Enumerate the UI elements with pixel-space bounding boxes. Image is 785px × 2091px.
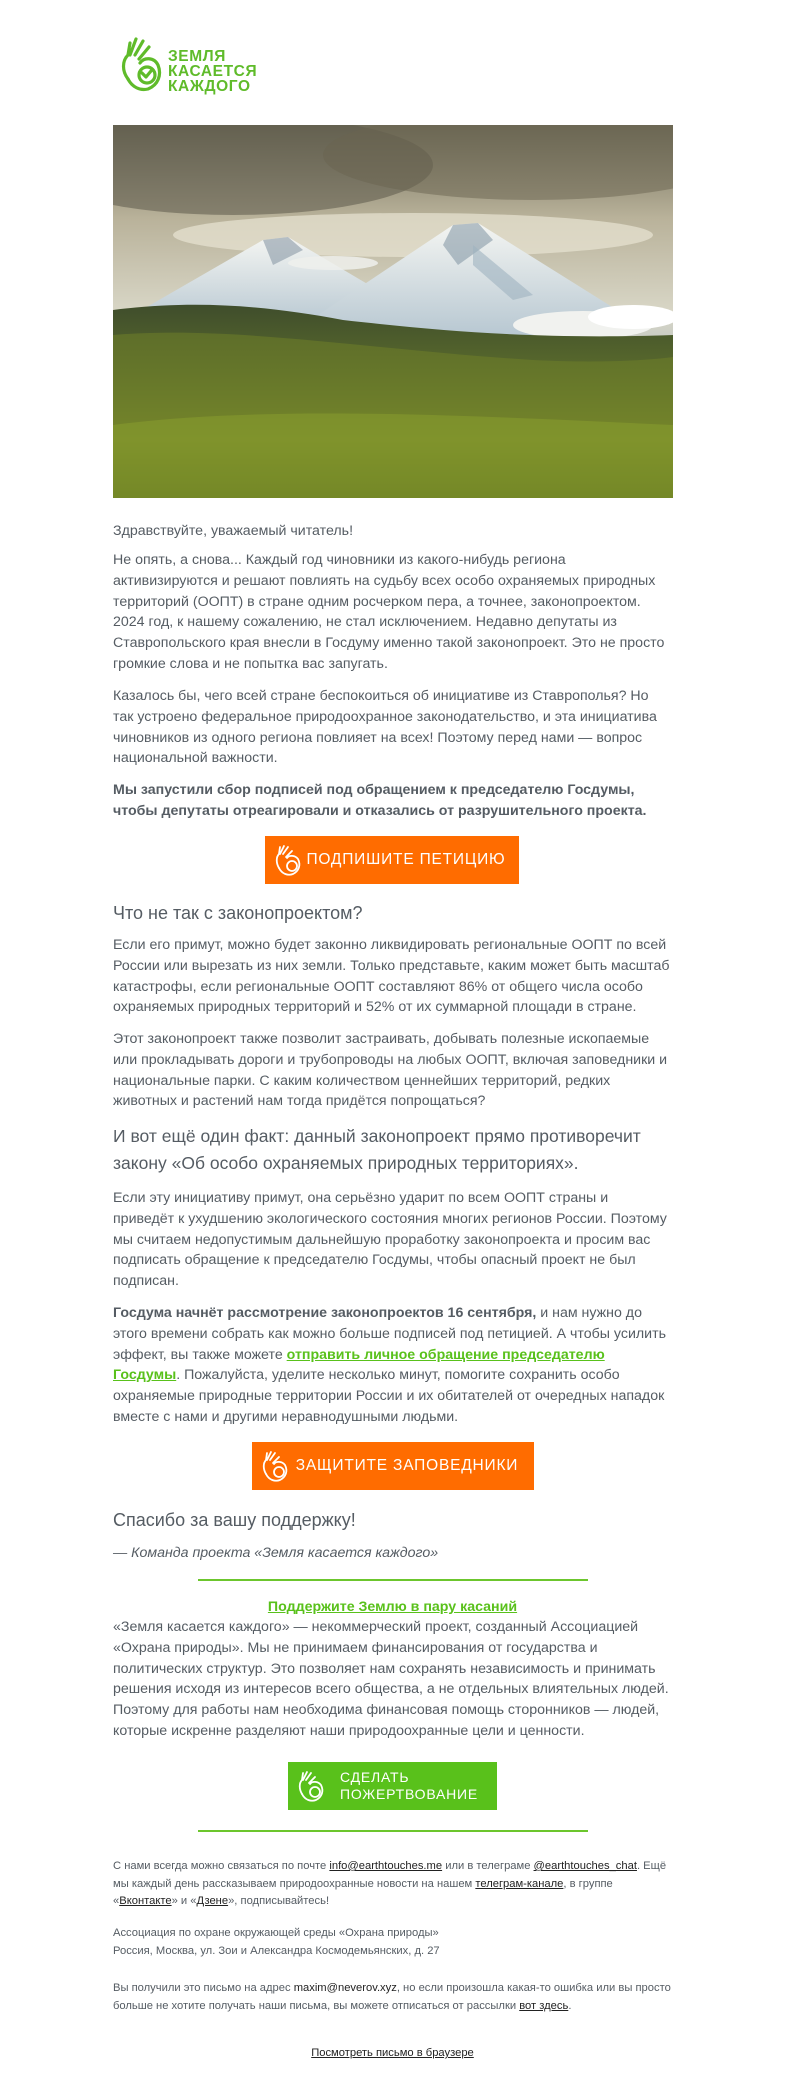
footer-contacts-text-4: , в группе «: [113, 1877, 613, 1908]
footer-organization: [113, 1925, 672, 1960]
footer-contacts-text-5: » и «: [171, 1895, 197, 1908]
paragraph-deadline: [113, 1303, 672, 1428]
dzen-link[interactable]: Дзене: [196, 1895, 229, 1908]
protect-reserves-label: ЗАЩИТИТЕ ЗАПОВЕДНИКИ: [295, 1457, 519, 1474]
support-title-row: [113, 1597, 672, 1617]
paragraph-construction: Этот законопроект также позволит застраивать, добывать полезные ископаемые или прокладывать дороги и трубопроводы на любых ООПТ, включая заповедники и национальные парки. С каким количеством ценнейших территорий, редких животных и растений нам тогда придётся попрощаться?: [113, 1031, 668, 1110]
greeting: Здравствуйте, уважаемый читатель!: [113, 523, 354, 539]
hand-globe-icon: [273, 844, 305, 878]
footer-contacts: [113, 1858, 672, 1911]
footer-contacts-text-1: С нами всегда можно связаться по почте: [113, 1860, 330, 1872]
paragraph-stavropol: Казалось бы, чего всей стране беспокоиться об инициативе из Ставрополья? Но так устроено федеральное природоохранное законодательство, и эта инициатива чиновников из одного региона повлияет на всех! Поэтому перед нами — вопрос национальной важности.: [113, 688, 657, 767]
sign-petition-label: ПОДПИШИТЕ ПЕТИЦИЮ: [306, 851, 506, 868]
deadline-text-b: . Пожалуйста, уделите несколько минут, помогите сохранить особо охраняемые природные территории России и их обитателей от очередных нападок вместе с нами и другими неравнодушными людьми.: [113, 1367, 665, 1425]
organization-address: Россия, Москва, ул. Зои и Александра Космодемьянских, д. 27: [113, 1944, 440, 1957]
telegram-chat-link[interactable]: @earthtouches_chat: [533, 1860, 637, 1872]
hand-globe-icon: [296, 1770, 328, 1804]
support-paragraph: «Земля касается каждого» — некоммерческий проект, созданный Ассоциацией «Охрана природы». Мы не принимаем финансирования от государства и политических структур. Это позволяет нам сохранять независимость и принимать решения исходя из интересов всего общества, а не отдельных влиятельных людей. Поэтому для работы нам необходима финансовая помощь сторонников — людей, которые искренне разделяют наши природоохранные цели и ценности.: [113, 1619, 669, 1739]
hand-globe-icon: [260, 1450, 292, 1484]
donate-label: [340, 1769, 478, 1803]
deadline-bold-text: Госдума начнёт рассмотрение законопроектов 16 сентября,: [113, 1305, 537, 1321]
support-title-link[interactable]: Поддержите Землю в пару касаний: [267, 1599, 518, 1615]
vkontakte-link[interactable]: Вконтакте: [119, 1895, 172, 1908]
logo-line-1: ЗЕМЛЯ: [168, 48, 226, 65]
mountain-landscape-photo: [113, 125, 673, 498]
paragraph-impact: Если эту инициативу примут, она серьёзно ударит по всем ООПТ страны и приведёт к ухудшению экологического состояния многих регионов России. Поэтому мы считаем недопустимым дальнейшую проработку законопроекта и просим вас подписать обращение к председателю Госдумы, чтобы опасный проект не был подписан.: [113, 1190, 667, 1290]
footer-contacts-text-3: . Ещё мы каждый день рассказываем природоохранные новости на нашем: [113, 1860, 667, 1890]
recipient-email: maxim@neverov.xyz: [293, 1982, 397, 1994]
logo-line-3: КАЖДОГО: [168, 78, 251, 95]
sign-petition-button[interactable]: [265, 836, 519, 884]
unsubscribe-link[interactable]: вот здесь: [519, 1999, 569, 2012]
hand-globe-icon: [118, 35, 166, 95]
paragraph-consequences: Если его примут, можно будет законно ликвидировать региональные ООПТ по всей России или вырезать из них земли. Только представьте, каким может быть масштаб катастрофы, если региональные ООПТ составляют 86% от общего числа особо охраняемых природных территорий и 52% от их суммарной площади в стране.: [113, 937, 670, 1016]
paragraph-intro: Не опять, а снова... Каждый год чиновники из какого-нибудь региона активизируются и решают повлиять на судьбу всех особо охраняемых природных территорий (ООПТ) в стране одним росчерком пера, а точнее, законопроектом. 2024 год, к нашему сожалению, не стал исключением. Недавно депутаты из Ставропольского края внесли в Госдуму именно такой законопроект. Это не просто громкие слова и не попытка вас запугать.: [113, 552, 665, 672]
donate-button[interactable]: [288, 1762, 497, 1810]
footer-contacts-text-6: », подписывайтесь!: [228, 1895, 330, 1908]
telegram-channel-link[interactable]: телеграм-канале: [475, 1877, 564, 1890]
signature: — Команда проекта «Земля касается каждого»: [113, 1545, 439, 1561]
brand-logo[interactable]: [118, 35, 288, 97]
donate-label-line2: ПОЖЕРТВОВАНИЕ: [340, 1786, 479, 1802]
divider-bottom: [198, 1830, 588, 1832]
brand-wordmark: [168, 49, 257, 94]
paragraph-petition-call: Мы запустили сбор подписей под обращением к председателю Госдумы, чтобы депутаты отреагировали и отказались от разрушительного проекта.: [113, 782, 647, 819]
organization-name: Ассоциация по охране окружающей среды «Охрана природы»: [113, 1927, 439, 1939]
donate-label-line1: СДЕЛАТЬ: [340, 1769, 410, 1785]
logo-line-2: КАСАЕТСЯ: [168, 63, 258, 80]
footer-contacts-text-2: или в телеграме: [442, 1860, 534, 1872]
protect-reserves-button[interactable]: [252, 1442, 534, 1490]
view-in-browser-link[interactable]: Посмотреть письмо в браузере: [311, 2047, 474, 2059]
deadline-text-a: и нам нужно до этого времени собрать как можно больше подписей под петицией. А чтобы усилить эффект, вы также можете: [113, 1305, 666, 1363]
browser-link-row: [113, 2045, 672, 2063]
unsubscribe-text-3: .: [568, 1999, 572, 2012]
personal-appeal-link[interactable]: отправить личное обращение председателю Госдумы: [113, 1346, 605, 1384]
unsubscribe-text-2: , но если произошла какая-то ошибка или вы просто больше не хотите получать наши письма, вы можете отписаться от рассылки: [113, 1982, 671, 2012]
heading-another-fact: И вот ещё один факт: данный законопроект прямо противоречит закону «Об особо охраняемых природных территориях».: [113, 1126, 641, 1173]
unsubscribe-text-1: Вы получили это письмо на адрес: [113, 1982, 294, 1994]
footer-unsubscribe: [113, 1980, 672, 2015]
heading-whats-wrong: Что не так с законопроектом?: [113, 903, 363, 923]
hero-mountain-image: [113, 125, 673, 498]
divider-top: [198, 1579, 588, 1581]
heading-thanks: Спасибо за вашу поддержку!: [113, 1510, 356, 1530]
contact-email-link[interactable]: info@earthtouches.me: [329, 1860, 443, 1872]
